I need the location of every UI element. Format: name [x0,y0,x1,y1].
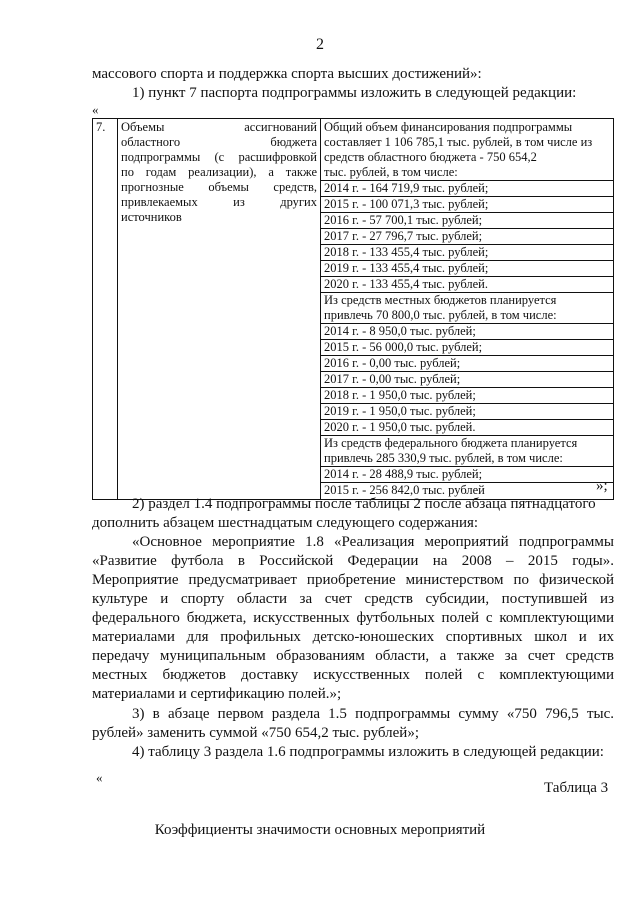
value-line: 2015 г. - 256 842,0 тыс. рублей [324,483,485,497]
value-line: 2020 г. - 133 455,4 тыс. рублей. [321,277,613,293]
value-line: 2018 г. - 133 455,4 тыс. рублей; [321,245,613,261]
row-name-cell [118,119,321,500]
quoted-text-line: материалами для профильных детско-юношеских спортивных школ и их [92,629,614,645]
paragraph-4-line-1: 4) таблицу 3 раздела 1.6 подпрограммы изложить в следующей редакции: [132,744,604,760]
value-line: Из средств местных бюджетов планируется [324,293,557,307]
passport-table [92,118,614,500]
value-line: 2019 г. - 1 950,0 тыс. рублей; [321,404,613,420]
value-line: 2017 г. - 27 796,7 тыс. рублей; [321,229,613,245]
paragraph-3-line-1: 3) в абзаце первом раздела 1.5 подпрограммы сумму «750 796,5 тыс. [132,706,614,722]
value-line: составляет 1 106 785,1 тыс. рублей, в том числе из [324,135,593,149]
paragraph-3-line-2: рублей» заменить суммой «750 654,2 тыс. рублей»; [92,725,419,741]
quoted-text-line: передачу муниципальным образованиям области, а также за счет средств [92,648,614,664]
row-value-cell [321,119,614,500]
paragraph-2-line-2: дополнить абзацем шестнадцатым следующего содержания: [92,515,479,531]
intro-line-1: массового спорта и поддержка спорта высших достижений»: [92,66,482,82]
close-quote: »; [596,478,608,494]
value-line: средств областного бюджета - 750 654,2 [324,150,537,164]
value-line: 2019 г. - 133 455,4 тыс. рублей; [321,261,613,277]
name-line: прогнозные объемы средств, [121,180,317,194]
value-line: привлечь 70 800,0 тыс. рублей, в том числе: [321,308,613,324]
row-number: 7. [93,119,118,500]
name-line: Объемы ассигнований [121,120,317,134]
value-line: 2015 г. - 100 071,3 тыс. рублей; [321,197,613,213]
open-quote: « [92,102,99,117]
name-line: областного бюджета [121,135,317,149]
name-line: подпрограммы (с расшифровкой [121,150,317,164]
quoted-text-line: федерального бюджета, искусственных футбольных полей с комплектующими [92,610,614,626]
value-line: 2014 г. - 28 488,9 тыс. рублей; [321,467,613,483]
name-line: по годам реализации), а также [121,165,317,179]
value-line: Общий объем финансирования подпрограммы [324,120,573,134]
paragraph-2-line-1: 2) раздел 1.4 подпрограммы после таблицы 2 после абзаца пятнадцатого [132,496,596,512]
value-line: 2020 г. - 1 950,0 тыс. рублей. [321,420,613,436]
table-label: Таблица 3 [544,780,609,796]
quoted-text-line: Мероприятие предусматривает приобретение министерством по физической [92,572,614,588]
value-line: 2016 г. - 57 700,1 тыс. рублей; [321,213,613,229]
open-quote-2: « [96,770,103,785]
name-line: источников [121,210,182,224]
page-number: 2 [316,36,324,53]
quoted-text-line: культуре и спорту области за счет средств субсидии, поступившей из [92,591,614,607]
quoted-text-line: местных бюджетов доставку искусственных полей с комплектующими [92,667,614,683]
quoted-text-line: материалами и сертификацию полей.»; [92,686,342,702]
quoted-text-line: «Развитие футбола в Российской Федерации на 2008 – 2015 годы». [92,553,614,569]
value-line: привлечь 285 330,9 тыс. рублей, в том числе: [321,451,613,467]
value-line: 2015 г. - 56 000,0 тыс. рублей; [321,340,613,356]
value-line: 2014 г. - 164 719,9 тыс. рублей; [321,181,613,197]
value-line: 2017 г. - 0,00 тыс. рублей; [321,372,613,388]
value-line: 2014 г. - 8 950,0 тыс. рублей; [321,324,613,340]
intro-line-2: 1) пункт 7 паспорта подпрограммы изложить в следующей редакции: [132,85,577,101]
value-line: Из средств федерального бюджета планируется [324,436,578,450]
value-line: 2016 г. - 0,00 тыс. рублей; [321,356,613,372]
name-line: привлекаемых из других [121,195,317,209]
value-line: 2018 г. - 1 950,0 тыс. рублей; [321,388,613,404]
value-line: тыс. рублей, в том числе: [321,165,613,181]
table-row [93,119,614,500]
table-title: Коэффициенты значимости основных мероприятий [154,822,486,838]
quoted-text-line: «Основное мероприятие 1.8 «Реализация мероприятий подпрограммы [132,534,614,550]
